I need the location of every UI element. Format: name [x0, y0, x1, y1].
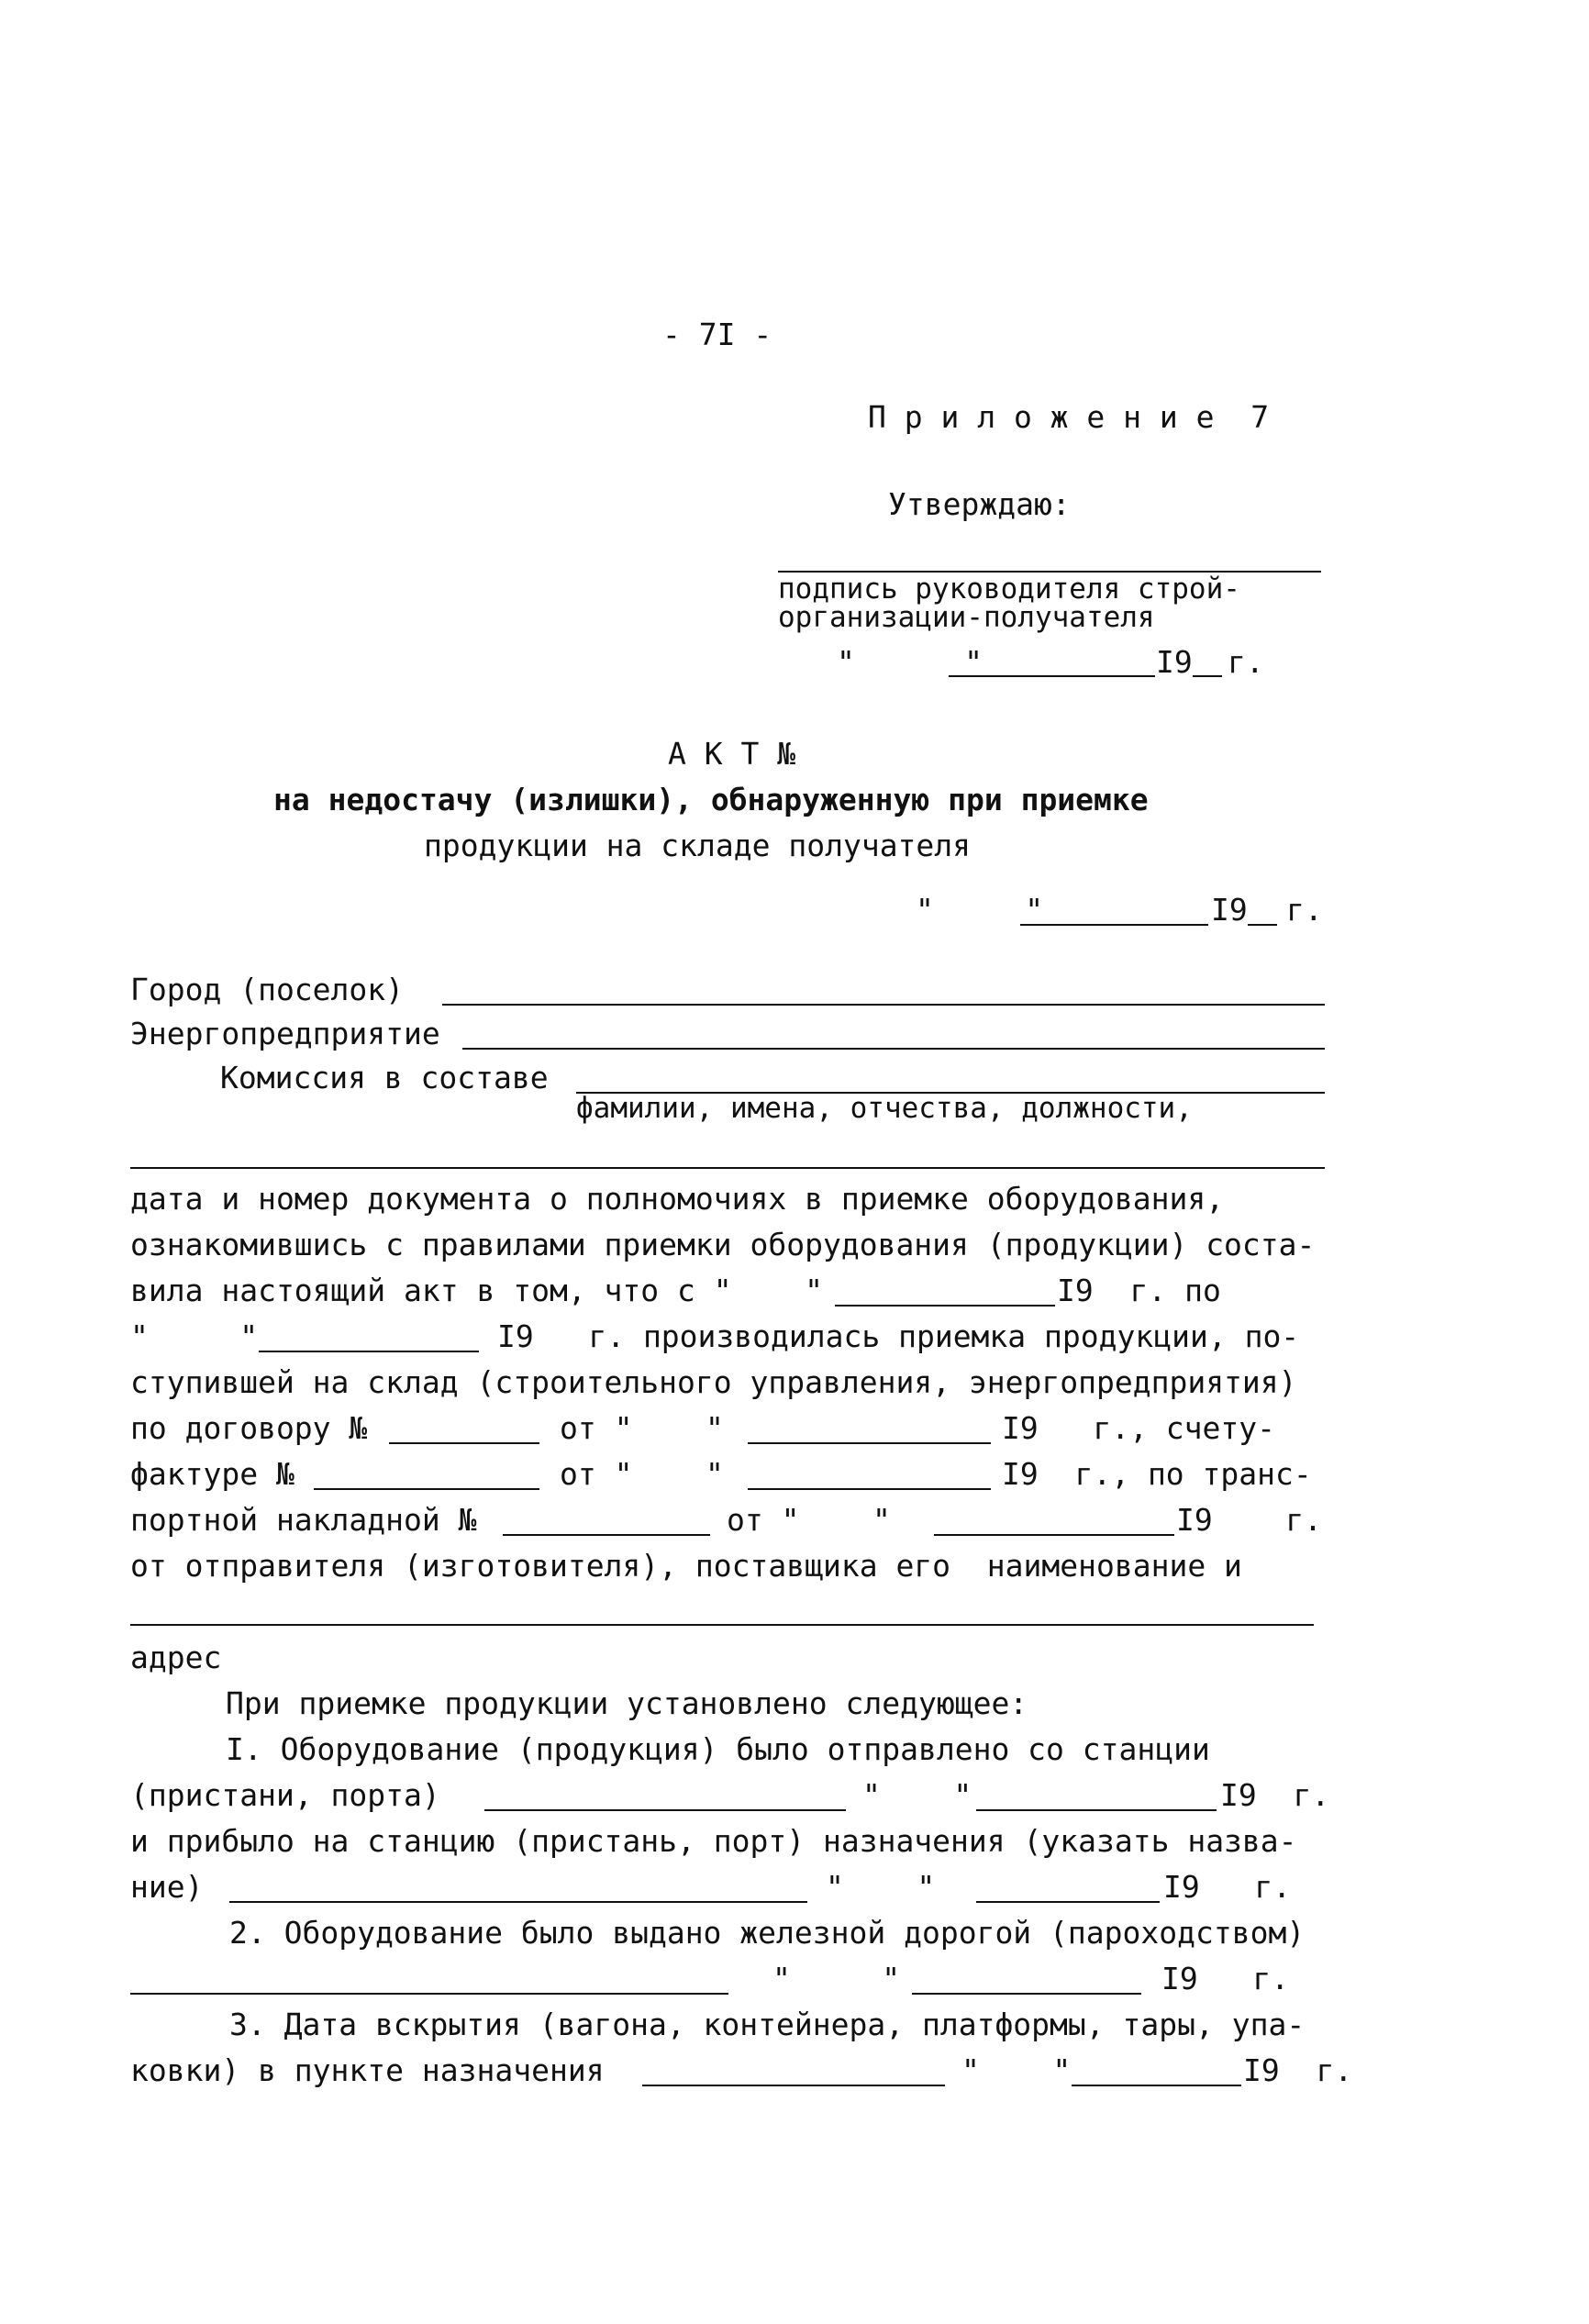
appendix-label: П р и л о ж е н и е 7	[868, 399, 1270, 435]
act-subtitle-line-1: на недостачу (излишки), обнаруженную при приемке	[273, 782, 1149, 817]
body-line-11: При приемке продукции установлено следующее:	[226, 1685, 1028, 1721]
body-line-19c: I9 г.	[1243, 2052, 1353, 2088]
waybill-date-line	[934, 1534, 1174, 1536]
body-line-6a: по договору №	[130, 1410, 368, 1446]
commission-caption: фамилии, имена, отчества, должности,	[576, 1092, 1193, 1125]
body-line-9: от отправителя (изготовителя), поставщика его наименование и	[130, 1548, 1242, 1584]
opening-date-line	[1072, 2085, 1241, 2086]
body-line-15b: " "	[826, 1869, 936, 1905]
body-line-6c: I9 г., счету-	[1002, 1410, 1276, 1446]
arrival-date-line	[976, 1901, 1160, 1903]
invoice-date-line	[748, 1488, 991, 1490]
body-line-15a: ние)	[130, 1869, 204, 1905]
body-line-7c: I9 г., по транс-	[1002, 1456, 1312, 1492]
body-line-3a: вила настоящий акт в том, что с " "	[130, 1273, 823, 1308]
blank-line-4	[259, 1351, 479, 1352]
body-line-18: 3. Дата вскрытия (вагона, контейнера, платформы, тары, упа-	[229, 2007, 1306, 2042]
approval-date-line	[949, 675, 1155, 677]
body-line-3b: I9 г. по	[1057, 1273, 1221, 1308]
body-line-17b: I9 г.	[1161, 1961, 1290, 1996]
act-year-blank	[1248, 924, 1277, 926]
body-line-13c: I9 г.	[1220, 1777, 1330, 1813]
body-line-4b: I9 г. производилась приемка продукции, по-	[497, 1318, 1300, 1354]
city-line	[442, 1004, 1325, 1006]
body-line-15c: I9 г.	[1163, 1869, 1292, 1905]
body-line-19a: ковки) в пункте назначения	[130, 2052, 605, 2088]
approval-date-suffix: г.	[1228, 644, 1264, 680]
page-number: - 7I -	[662, 317, 772, 352]
commission-extra-line	[130, 1167, 1325, 1169]
act-title: А К Т №	[668, 736, 796, 772]
body-line-5: ступившей на склад (строительного управления, энергопредприятия)	[130, 1364, 1297, 1400]
body-line-17a: " "	[772, 1961, 901, 1996]
approval-date-year: I9	[1156, 644, 1193, 680]
act-date-line	[1020, 924, 1208, 926]
signature-caption-line-2: организации-получателя	[778, 601, 1155, 634]
body-line-6b: от " "	[560, 1410, 724, 1446]
contract-date-line	[748, 1442, 991, 1444]
body-line-2: ознакомившись с правилами приемки оборудования (продукции) соста-	[130, 1227, 1316, 1262]
commission-label: Комиссия в составе	[220, 1060, 549, 1095]
act-date-suffix: г.	[1286, 892, 1323, 928]
departure-station-line	[484, 1809, 846, 1811]
body-line-1: дата и номер документа о полномочиях в приемке оборудования,	[130, 1181, 1225, 1217]
opening-place-line	[642, 2085, 945, 2086]
arrival-station-line	[229, 1901, 807, 1903]
departure-date-line	[976, 1809, 1217, 1811]
supplier-address-line	[130, 1624, 1314, 1626]
body-line-16: 2. Оборудование было выдано железной дорогой (пароходством)	[229, 1915, 1306, 1951]
contract-number-line	[389, 1442, 539, 1444]
body-line-4a: " "	[130, 1318, 259, 1354]
body-line-7b: от " "	[560, 1456, 724, 1492]
body-line-10: адрес	[130, 1640, 222, 1675]
railway-line	[130, 1993, 728, 1995]
act-date-year: I9	[1211, 892, 1248, 928]
blank-line-3	[835, 1305, 1055, 1307]
signature-caption-line-1: подпись руководителя строй-	[778, 573, 1240, 606]
railway-date-line	[912, 1993, 1141, 1995]
enterprise-label: Энергопредприятие	[130, 1016, 440, 1051]
body-line-7a: фактуре №	[130, 1456, 294, 1492]
body-line-19b: " "	[961, 2052, 1072, 2088]
waybill-number-line	[503, 1534, 710, 1536]
act-subtitle-line-2: продукции на складе получателя	[424, 828, 972, 863]
invoice-number-line	[314, 1488, 539, 1490]
body-line-12: I. Оборудование (продукция) было отправлено со станции	[226, 1731, 1210, 1767]
city-label: Город (поселок)	[130, 972, 405, 1007]
approval-title: Утверждаю:	[888, 486, 1071, 522]
enterprise-line	[462, 1048, 1325, 1050]
body-line-14: и прибыло на станцию (пристань, порт) назначения (указать назва-	[130, 1823, 1297, 1859]
body-line-8c: I9 г.	[1176, 1502, 1322, 1538]
body-line-8b: от " "	[727, 1502, 891, 1538]
approval-date-quotes: " "	[837, 644, 983, 680]
body-line-13b: " "	[862, 1777, 972, 1813]
approval-year-blank	[1193, 675, 1222, 677]
act-date-quotes: " "	[916, 892, 1044, 928]
body-line-8a: портной накладной №	[130, 1502, 477, 1538]
body-line-13a: (пристани, порта)	[130, 1777, 440, 1813]
